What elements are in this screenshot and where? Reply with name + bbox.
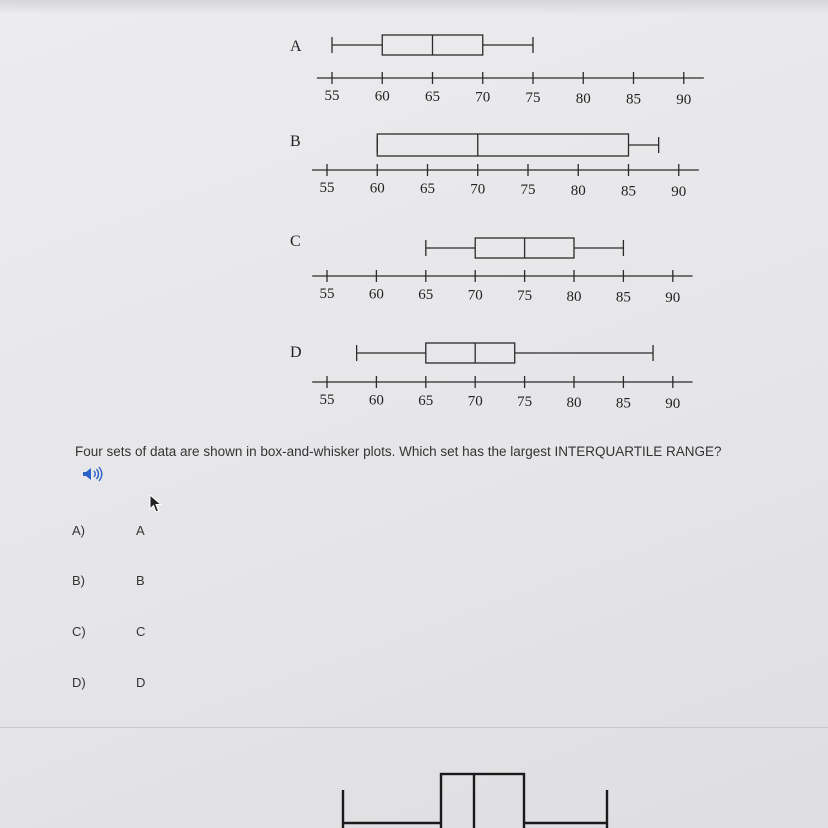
option-d-text: D <box>136 675 146 690</box>
question-divider <box>0 727 828 728</box>
plot-a-tick-label-75: 75 <box>525 90 541 107</box>
option-a-text: A <box>136 523 145 538</box>
option-c-text: C <box>136 624 146 639</box>
plot-b-tick-label-80: 80 <box>570 182 586 199</box>
plot-c-tick-label-80: 80 <box>566 288 582 305</box>
plot-c-tick-label-75: 75 <box>517 288 533 305</box>
plot-d-label: D <box>290 344 302 361</box>
plot-b-tick-label-75: 75 <box>520 182 536 199</box>
speaker-icon[interactable] <box>82 466 104 482</box>
plot-d-tick-label-65: 65 <box>418 393 434 410</box>
option-c-letter: C) <box>72 624 86 639</box>
option-b[interactable] <box>72 573 192 595</box>
option-a[interactable] <box>72 523 192 545</box>
plot-b-label: B <box>290 133 301 150</box>
plot-d-tick-label-60: 60 <box>368 392 384 409</box>
next-plot-box <box>441 774 524 828</box>
plot-a-tick-label-90: 90 <box>676 91 692 108</box>
plot-c-label: C <box>290 233 301 250</box>
plot-c-tick-label-85: 85 <box>615 289 631 306</box>
option-b-text: B <box>136 573 145 588</box>
plot-b-tick-label-55: 55 <box>319 180 335 196</box>
plot-c-tick-label-70: 70 <box>467 287 483 304</box>
plot-d-tick-label-75: 75 <box>517 394 533 411</box>
plot-d-tick-label-90: 90 <box>665 395 681 412</box>
plot-a-tick-label-80: 80 <box>575 90 591 107</box>
plot-b-box <box>377 134 628 156</box>
option-d-letter: D) <box>72 675 86 690</box>
plot-b-tick-label-85: 85 <box>621 183 636 200</box>
option-a-letter: A) <box>72 523 85 538</box>
next-question-box-plot <box>0 760 828 828</box>
option-d[interactable] <box>72 675 192 697</box>
plot-d-tick-label-85: 85 <box>615 395 631 412</box>
plot-a-tick-label-60: 60 <box>374 88 390 105</box>
plot-d-tick-label-55: 55 <box>319 392 335 408</box>
plot-a-tick-label-65: 65 <box>425 89 440 106</box>
plot-d-tick-label-70: 70 <box>467 393 483 410</box>
plot-a-label: A <box>290 38 302 55</box>
plot-b-tick-label-90: 90 <box>671 183 687 200</box>
plot-d-tick-label-80: 80 <box>566 394 582 411</box>
plot-a-tick-label-85: 85 <box>626 91 641 108</box>
option-c[interactable] <box>72 624 192 646</box>
plot-a-tick-label-70: 70 <box>475 89 491 106</box>
mouse-pointer-icon <box>149 494 163 514</box>
plot-d-box <box>426 343 515 363</box>
plot-b-tick-label-60: 60 <box>369 180 385 197</box>
plot-a-tick-label-55: 55 <box>324 88 340 104</box>
plot-b-tick-label-70: 70 <box>470 181 486 198</box>
plot-c-tick-label-55: 55 <box>319 286 335 302</box>
question-text: Four sets of data are shown in box-and-whisker plots. Which set has the largest INTERQUARTILE RANGE? <box>75 444 722 459</box>
plot-b-tick-label-65: 65 <box>420 181 435 198</box>
plot-c-tick-label-60: 60 <box>368 286 384 303</box>
plot-c-tick-label-65: 65 <box>418 287 434 304</box>
option-b-letter: B) <box>72 573 85 588</box>
plot-c-tick-label-90: 90 <box>665 289 681 306</box>
